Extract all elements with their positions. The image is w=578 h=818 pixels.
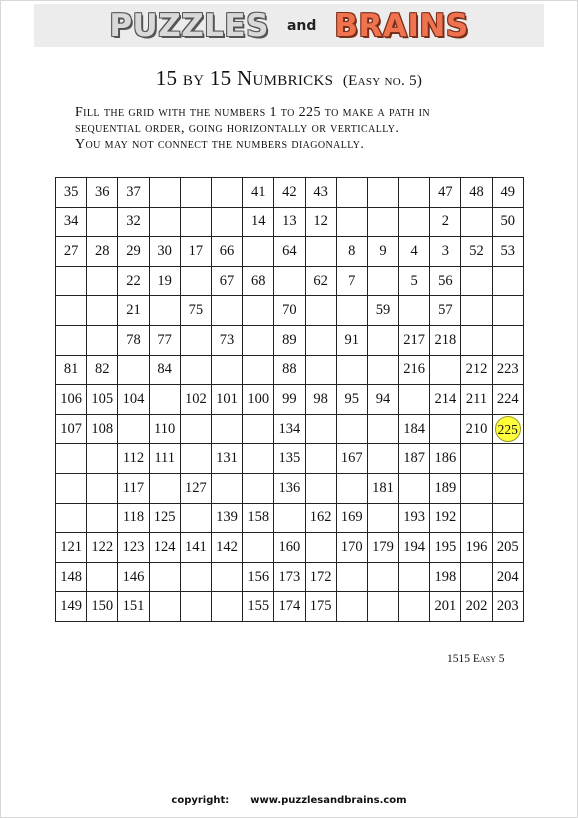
grid-cell-given[interactable]: 100	[243, 385, 274, 415]
grid-cell-given[interactable]: 34	[56, 207, 87, 237]
grid-cell-empty[interactable]	[211, 178, 242, 208]
logo-and-text: and	[286, 17, 317, 34]
grid-cell-empty[interactable]	[180, 503, 211, 533]
grid-cell-given[interactable]: 84	[149, 355, 180, 385]
grid-cell-given[interactable]: 66	[211, 237, 242, 267]
highlight-circle: 225	[495, 416, 521, 442]
grid-cell-given[interactable]: 50	[492, 207, 523, 237]
grid-cell-given[interactable]: 167	[336, 444, 367, 474]
grid-cell-empty[interactable]	[305, 325, 336, 355]
grid-cell-given[interactable]: 101	[211, 385, 242, 415]
grid-cell-empty[interactable]	[180, 178, 211, 208]
grid-cell-empty[interactable]	[211, 473, 242, 503]
grid-cell-given[interactable]: 162	[305, 503, 336, 533]
grid-cell-empty[interactable]	[180, 325, 211, 355]
grid-cell-empty[interactable]	[305, 444, 336, 474]
grid-cell-given[interactable]: 121	[56, 533, 87, 563]
grid-cell-given[interactable]: 49	[492, 178, 523, 208]
grid-cell-given[interactable]: 158	[243, 503, 274, 533]
grid-cell-given[interactable]: 57	[430, 296, 461, 326]
grid-cell-given[interactable]: 212	[461, 355, 492, 385]
grid-cell-given[interactable]: 125	[149, 503, 180, 533]
grid-cell-empty[interactable]	[367, 207, 398, 237]
instructions-line: You may not connect the numbers diagonally.	[75, 137, 365, 152]
grid-cell-empty[interactable]	[243, 325, 274, 355]
puzzle-title-main: 15 by 15 Numbricks	[155, 66, 334, 90]
grid-row	[56, 207, 524, 237]
grid-cell-empty[interactable]	[367, 503, 398, 533]
grid-row	[56, 592, 524, 622]
grid-cell-empty[interactable]	[367, 444, 398, 474]
grid-cell-empty[interactable]	[211, 414, 242, 444]
grid-row	[56, 325, 524, 355]
grid-cell-given[interactable]: 198	[430, 562, 461, 592]
grid-cell-empty[interactable]	[305, 533, 336, 563]
grid-cell-empty[interactable]	[430, 414, 461, 444]
grid-cell-empty[interactable]	[305, 296, 336, 326]
grid-cell-given[interactable]: 117	[118, 473, 149, 503]
grid-cell-empty[interactable]	[305, 414, 336, 444]
grid-cell-empty[interactable]	[87, 296, 118, 326]
grid-cell-empty[interactable]	[492, 325, 523, 355]
grid-cell-given[interactable]: 156	[243, 562, 274, 592]
grid-cell-empty[interactable]	[118, 355, 149, 385]
grid-cell-given[interactable]: 146	[118, 562, 149, 592]
grid-cell-given[interactable]: 73	[211, 325, 242, 355]
grid-cell-given[interactable]: 3	[430, 237, 461, 267]
grid-cell-given[interactable]: 124	[149, 533, 180, 563]
site-logo[interactable]	[34, 4, 544, 47]
grid-cell-given[interactable]: 107	[56, 414, 87, 444]
grid-cell-empty[interactable]	[243, 473, 274, 503]
grid-cell-given[interactable]: 175	[305, 592, 336, 622]
grid-cell-empty[interactable]	[492, 473, 523, 503]
grid-cell-empty[interactable]	[243, 296, 274, 326]
grid-cell-given[interactable]: 160	[274, 533, 305, 563]
website-link[interactable]: www.puzzlesandbrains.com	[250, 795, 407, 806]
grid-cell-given[interactable]: 105	[87, 385, 118, 415]
grid-cell-empty[interactable]	[367, 266, 398, 296]
grid-cell-empty[interactable]	[367, 178, 398, 208]
grid-cell-given[interactable]: 41	[243, 178, 274, 208]
grid-cell-empty[interactable]	[461, 266, 492, 296]
grid-row	[56, 562, 524, 592]
grid-cell-given[interactable]: 22	[118, 266, 149, 296]
grid-cell-given[interactable]: 94	[367, 385, 398, 415]
grid-cell-given[interactable]: 5	[399, 266, 430, 296]
grid-cell-given[interactable]: 202	[461, 592, 492, 622]
grid-cell-empty[interactable]	[305, 355, 336, 385]
grid-cell-empty[interactable]	[243, 444, 274, 474]
grid-cell-empty[interactable]	[211, 355, 242, 385]
grid-row	[56, 503, 524, 533]
grid-cell-given[interactable]: 59	[367, 296, 398, 326]
grid-cell-given[interactable]: 27	[56, 237, 87, 267]
grid-cell-empty[interactable]	[87, 207, 118, 237]
grid-cell-given[interactable]: 7	[336, 266, 367, 296]
grid-cell-empty[interactable]	[149, 592, 180, 622]
puzzle-title-sub: (Easy no. 5)	[342, 73, 423, 89]
footer	[0, 795, 578, 806]
grid-cell-given[interactable]: 149	[56, 592, 87, 622]
grid-cell-given[interactable]: 112	[118, 444, 149, 474]
grid-cell-given[interactable]: 106	[56, 385, 87, 415]
grid-cell-empty[interactable]	[180, 207, 211, 237]
grid-cell-empty[interactable]	[399, 562, 430, 592]
grid-cell-empty[interactable]	[461, 562, 492, 592]
grid-cell-empty[interactable]	[492, 296, 523, 326]
grid-cell-empty[interactable]	[461, 325, 492, 355]
grid-cell-given[interactable]: 70	[274, 296, 305, 326]
grid-cell-empty[interactable]	[149, 562, 180, 592]
grid-cell-given[interactable]: 29	[118, 237, 149, 267]
grid-cell-given[interactable]: 98	[305, 385, 336, 415]
grid-cell-empty[interactable]	[211, 562, 242, 592]
grid-cell-empty[interactable]	[399, 473, 430, 503]
grid-cell-given[interactable]: 186	[430, 444, 461, 474]
grid-cell-empty[interactable]	[56, 325, 87, 355]
grid-cell-given[interactable]: 122	[87, 533, 118, 563]
grid-cell-given[interactable]: 224	[492, 385, 523, 415]
grid-cell-given[interactable]: 181	[367, 473, 398, 503]
grid-cell-given[interactable]: 189	[430, 473, 461, 503]
grid-cell-empty[interactable]	[274, 266, 305, 296]
grid-cell-given[interactable]: 28	[87, 237, 118, 267]
puzzle-title	[0, 66, 578, 91]
grid-cell-empty[interactable]	[336, 592, 367, 622]
grid-cell-empty[interactable]	[56, 266, 87, 296]
grid-cell-empty[interactable]	[180, 414, 211, 444]
grid-cell-given[interactable]: 123	[118, 533, 149, 563]
grid-cell-empty[interactable]	[492, 266, 523, 296]
grid-cell-given[interactable]: 210	[461, 414, 492, 444]
grid-cell-given[interactable]: 155	[243, 592, 274, 622]
grid-cell-given[interactable]: 82	[87, 355, 118, 385]
grid-cell-empty[interactable]	[399, 296, 430, 326]
grid-cell-given[interactable]: 194	[399, 533, 430, 563]
grid-cell-given[interactable]: 64	[274, 237, 305, 267]
grid-row	[56, 355, 524, 385]
grid-cell-given[interactable]: 184	[399, 414, 430, 444]
header-banner	[34, 4, 544, 47]
grid-cell-given[interactable]: 192	[430, 503, 461, 533]
grid-cell-given[interactable]: 195	[430, 533, 461, 563]
instructions	[75, 105, 525, 153]
grid-cell-given[interactable]: 111	[149, 444, 180, 474]
grid-cell-given[interactable]: 205	[492, 533, 523, 563]
grid-cell-given[interactable]: 81	[56, 355, 87, 385]
grid-row	[56, 296, 524, 326]
grid-row	[56, 473, 524, 503]
grid-cell-given[interactable]: 13	[274, 207, 305, 237]
grid-cell-given[interactable]: 37	[118, 178, 149, 208]
grid-cell-given[interactable]: 134	[274, 414, 305, 444]
grid-cell-empty[interactable]	[56, 296, 87, 326]
grid-cell-given[interactable]: 32	[118, 207, 149, 237]
grid-cell-empty[interactable]	[180, 444, 211, 474]
grid-cell-empty[interactable]	[149, 296, 180, 326]
grid-cell-empty[interactable]	[180, 592, 211, 622]
grid-cell-given[interactable]: 150	[87, 592, 118, 622]
grid-cell-given[interactable]: 216	[399, 355, 430, 385]
logo-puzzles-text: PUZZLES	[109, 7, 269, 44]
grid-cell-given[interactable]: 141	[180, 533, 211, 563]
grid-cell-given[interactable]: 78	[118, 325, 149, 355]
grid-cell-given[interactable]: 2	[430, 207, 461, 237]
grid-cell-empty[interactable]	[367, 414, 398, 444]
grid-cell-given[interactable]: 169	[336, 503, 367, 533]
grid-cell-empty[interactable]	[87, 562, 118, 592]
grid-cell-given[interactable]: 8	[336, 237, 367, 267]
grid-cell-given[interactable]: 151	[118, 592, 149, 622]
grid-cell-given[interactable]: 223	[492, 355, 523, 385]
grid-cell-given[interactable]: 48	[461, 178, 492, 208]
grid-cell-empty[interactable]	[180, 355, 211, 385]
grid-cell-given[interactable]: 174	[274, 592, 305, 622]
grid-cell-empty[interactable]	[399, 385, 430, 415]
grid-cell-empty[interactable]	[492, 503, 523, 533]
grid-cell-empty[interactable]	[399, 592, 430, 622]
grid-cell-empty[interactable]	[118, 414, 149, 444]
grid-cell-given[interactable]: 21	[118, 296, 149, 326]
instructions-line: Fill the grid with the numbers 1 to 225 to make a path in	[75, 105, 430, 120]
grid-row	[56, 444, 524, 474]
grid-cell-empty[interactable]	[180, 562, 211, 592]
grid-cell-empty[interactable]	[461, 296, 492, 326]
grid-cell-given[interactable]: 173	[274, 562, 305, 592]
grid-cell-given[interactable]: 187	[399, 444, 430, 474]
puzzle-code: 1515 Easy 5	[447, 653, 505, 665]
grid-cell-given[interactable]: 170	[336, 533, 367, 563]
grid-cell-given[interactable]: 179	[367, 533, 398, 563]
grid-cell-empty[interactable]	[87, 266, 118, 296]
grid-cell-given[interactable]: 88	[274, 355, 305, 385]
grid-cell-given[interactable]: 118	[118, 503, 149, 533]
grid-row	[56, 237, 524, 267]
grid-cell-empty[interactable]	[367, 325, 398, 355]
grid-cell-given[interactable]: 75	[180, 296, 211, 326]
grid-cell-given[interactable]: 104	[118, 385, 149, 415]
grid-cell-given[interactable]: 203	[492, 592, 523, 622]
grid-cell-empty[interactable]	[243, 355, 274, 385]
grid-cell-given[interactable]: 99	[274, 385, 305, 415]
grid-cell-given[interactable]: 95	[336, 385, 367, 415]
grid-cell-given[interactable]: 91	[336, 325, 367, 355]
grid-cell-given[interactable]: 47	[430, 178, 461, 208]
grid-cell-given[interactable]: 43	[305, 178, 336, 208]
grid-cell-given[interactable]: 12	[305, 207, 336, 237]
grid-cell-empty[interactable]	[149, 385, 180, 415]
grid-cell-given[interactable]: 218	[430, 325, 461, 355]
grid-cell-empty[interactable]	[274, 503, 305, 533]
grid-cell-given[interactable]: 52	[461, 237, 492, 267]
grid-cell-empty[interactable]	[367, 562, 398, 592]
grid-cell-empty[interactable]	[461, 473, 492, 503]
grid-cell-given[interactable]: 110	[149, 414, 180, 444]
grid-cell-given[interactable]: 17	[180, 237, 211, 267]
grid-cell-empty[interactable]	[87, 503, 118, 533]
grid-cell-empty[interactable]	[243, 237, 274, 267]
grid-row	[56, 533, 524, 563]
logo-brains-text: BRAINS	[334, 7, 469, 44]
grid-cell-empty[interactable]	[243, 414, 274, 444]
grid-cell-given[interactable]: 172	[305, 562, 336, 592]
grid-cell-empty[interactable]	[430, 355, 461, 385]
grid-cell-empty[interactable]	[399, 178, 430, 208]
grid-cell-given[interactable]: 127	[180, 473, 211, 503]
grid-cell-given[interactable]: 35	[56, 178, 87, 208]
grid-cell-given[interactable]: 204	[492, 562, 523, 592]
grid-cell-empty[interactable]	[87, 444, 118, 474]
grid-cell-given[interactable]: 108	[87, 414, 118, 444]
grid-cell-given[interactable]: 30	[149, 237, 180, 267]
grid-cell-given[interactable]: 53	[492, 237, 523, 267]
grid-cell-given[interactable]: 68	[243, 266, 274, 296]
grid-cell-given[interactable]: 196	[461, 533, 492, 563]
grid-row	[56, 266, 524, 296]
grid-cell-given[interactable]: 217	[399, 325, 430, 355]
grid-cell-empty[interactable]	[211, 296, 242, 326]
grid-cell-empty[interactable]	[336, 296, 367, 326]
grid-cell-empty[interactable]	[211, 592, 242, 622]
grid-cell-empty[interactable]	[56, 473, 87, 503]
grid-cell-empty[interactable]	[336, 355, 367, 385]
grid-cell-given[interactable]: 4	[399, 237, 430, 267]
grid-cell-given[interactable]: 77	[149, 325, 180, 355]
grid-cell-empty[interactable]	[305, 237, 336, 267]
instructions-line: sequential order, going horizontally or vertically.	[75, 121, 400, 136]
grid-cell-given[interactable]: 56	[430, 266, 461, 296]
grid-cell-empty[interactable]	[336, 473, 367, 503]
grid-cell-empty[interactable]	[243, 533, 274, 563]
grid-cell-given[interactable]: 67	[211, 266, 242, 296]
grid-cell-given[interactable]: 214	[430, 385, 461, 415]
grid-cell-given[interactable]: 19	[149, 266, 180, 296]
grid-cell-empty[interactable]	[492, 444, 523, 474]
grid-cell-given[interactable]: 131	[211, 444, 242, 474]
grid-cell-empty[interactable]	[305, 473, 336, 503]
grid-row	[56, 414, 524, 444]
grid-cell-empty[interactable]	[367, 355, 398, 385]
grid-cell-highlighted[interactable]	[492, 414, 523, 444]
grid-cell-empty[interactable]	[461, 503, 492, 533]
grid-cell-given[interactable]: 136	[274, 473, 305, 503]
grid-cell-given[interactable]: 89	[274, 325, 305, 355]
grid-cell-empty[interactable]	[56, 503, 87, 533]
grid-cell-empty[interactable]	[149, 207, 180, 237]
grid-cell-given[interactable]: 139	[211, 503, 242, 533]
grid-cell-empty[interactable]	[461, 444, 492, 474]
grid-cell-empty[interactable]	[336, 178, 367, 208]
grid-cell-empty[interactable]	[461, 207, 492, 237]
grid-row	[56, 178, 524, 208]
grid-cell-empty[interactable]	[180, 266, 211, 296]
grid-cell-empty[interactable]	[336, 562, 367, 592]
grid-cell-given[interactable]: 135	[274, 444, 305, 474]
grid-cell-empty[interactable]	[336, 414, 367, 444]
grid-cell-empty[interactable]	[149, 473, 180, 503]
grid-row	[56, 385, 524, 415]
grid-cell-given[interactable]: 62	[305, 266, 336, 296]
grid-cell-given[interactable]: 9	[367, 237, 398, 267]
grid-cell-given[interactable]: 193	[399, 503, 430, 533]
grid-cell-empty[interactable]	[367, 592, 398, 622]
grid-cell-empty[interactable]	[87, 325, 118, 355]
grid-cell-empty[interactable]	[399, 207, 430, 237]
copyright-label: copyright:	[171, 795, 230, 806]
grid-cell-given[interactable]: 42	[274, 178, 305, 208]
grid-cell-given[interactable]: 102	[180, 385, 211, 415]
grid-cell-given[interactable]: 201	[430, 592, 461, 622]
grid-cell-given[interactable]: 14	[243, 207, 274, 237]
grid-cell-empty[interactable]	[87, 473, 118, 503]
grid-cell-given[interactable]: 148	[56, 562, 87, 592]
grid-cell-empty[interactable]	[211, 207, 242, 237]
numbrick-grid	[55, 177, 524, 622]
grid-cell-empty[interactable]	[56, 444, 87, 474]
grid-cell-empty[interactable]	[336, 207, 367, 237]
grid-cell-empty[interactable]	[149, 178, 180, 208]
grid-cell-given[interactable]: 211	[461, 385, 492, 415]
grid-cell-given[interactable]: 36	[87, 178, 118, 208]
grid-cell-given[interactable]: 142	[211, 533, 242, 563]
